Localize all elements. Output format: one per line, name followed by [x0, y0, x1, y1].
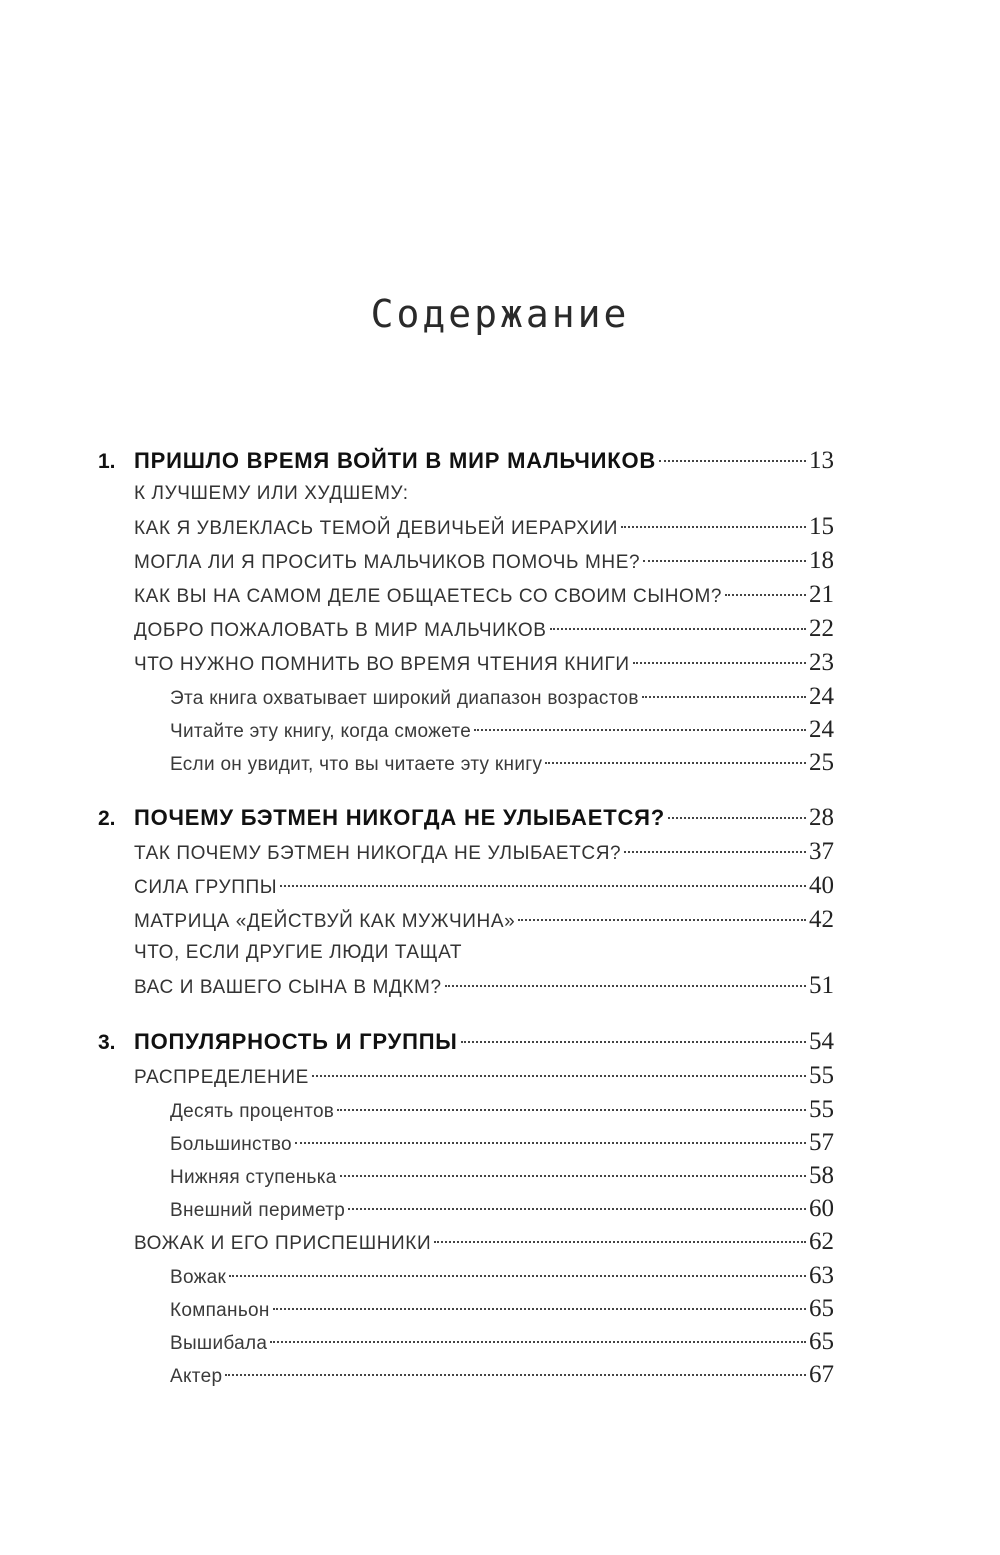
page-number: 67 [809, 1361, 834, 1388]
subsection-title: Компаньон [170, 1300, 270, 1321]
toc-entry-section[interactable] [98, 646, 834, 680]
page-number: 65 [809, 1328, 834, 1355]
toc-entry-subsection[interactable] [98, 1358, 834, 1391]
toc-entry-section[interactable] [98, 869, 834, 903]
toc-entry-section[interactable] [98, 612, 834, 646]
section-title-line-1: ЧТО, ЕСЛИ ДРУГИЕ ЛЮДИ ТАЩАТ [134, 942, 463, 963]
dot-leader [633, 662, 806, 664]
chapter-number: 3. [98, 1031, 116, 1054]
subsection-title: Десять процентов [170, 1101, 335, 1122]
toc-entry-subsection[interactable] [98, 1292, 834, 1325]
subsection-title: Эта книга охватывает широкий диапазон возрастов [170, 688, 639, 709]
page-number: 28 [809, 804, 834, 831]
toc-entry-section[interactable] [98, 903, 834, 937]
section-title: КАК ВЫ НА САМОМ ДЕЛЕ ОБЩАЕТЕСЬ СО СВОИМ СЫНОМ? [134, 586, 723, 607]
section-title: ВАС И ВАШЕГО СЫНА В МДКМ? [134, 977, 442, 998]
toc-entry-section[interactable] [98, 1225, 834, 1259]
toc-entry-subsection[interactable] [98, 680, 834, 713]
chapter-2 [98, 801, 834, 1003]
dot-leader [270, 1341, 806, 1343]
section-title: РАСПРЕДЕЛЕНИЕ [134, 1067, 309, 1088]
dot-leader [518, 919, 806, 921]
subsection-title: Большинство [170, 1134, 292, 1155]
dot-leader [643, 560, 806, 562]
subsection-title: Внешний периметр [170, 1200, 346, 1221]
dot-leader [340, 1175, 806, 1177]
page-number: 15 [809, 513, 834, 540]
section-title-line-1: К ЛУЧШЕМУ ИЛИ ХУДШЕМУ: [134, 483, 409, 504]
subsection-title: Вожак [170, 1267, 227, 1288]
dot-leader [545, 762, 806, 764]
dot-leader [725, 594, 806, 596]
dot-leader [273, 1308, 806, 1310]
toc-entry-subsection[interactable] [98, 1325, 834, 1358]
page-number: 62 [809, 1228, 834, 1255]
page-number: 24 [809, 683, 834, 710]
page-number: 18 [809, 547, 834, 574]
dot-leader [337, 1109, 806, 1111]
dot-leader [434, 1241, 806, 1243]
page-number: 55 [809, 1062, 834, 1089]
toc-entry-section[interactable] [98, 937, 834, 1003]
toc-entry-chapter[interactable] [98, 1025, 834, 1059]
toc-entry-chapter[interactable] [98, 444, 834, 478]
chapter-number: 2. [98, 807, 116, 830]
toc-entry-section[interactable] [98, 578, 834, 612]
chapter-title: ПРИШЛО ВРЕМЯ ВОЙТИ В МИР МАЛЬЧИКОВ [134, 448, 657, 473]
toc-entry-subsection[interactable] [98, 1159, 834, 1192]
toc-entry-subsection[interactable] [98, 1093, 834, 1126]
page-number: 21 [809, 581, 834, 608]
section-title: ДОБРО ПОЖАЛОВАТЬ В МИР МАЛЬЧИКОВ [134, 620, 547, 641]
page-number: 40 [809, 872, 834, 899]
dot-leader [659, 460, 806, 462]
subsection-title: Читайте эту книгу, когда сможете [170, 721, 472, 742]
dot-leader [621, 526, 806, 528]
toc-entry-subsection[interactable] [98, 1126, 834, 1159]
page-number: 60 [809, 1195, 834, 1222]
table-of-contents [98, 444, 834, 1413]
chapter-1 [98, 444, 834, 779]
dot-leader [624, 851, 806, 853]
toc-entry-section[interactable] [98, 544, 834, 578]
dot-leader [445, 985, 806, 987]
dot-leader [280, 885, 806, 887]
dot-leader [295, 1142, 806, 1144]
chapter-title: ПОПУЛЯРНОСТЬ И ГРУППЫ [134, 1029, 458, 1054]
page-number: 51 [809, 972, 834, 999]
page-number: 57 [809, 1129, 834, 1156]
section-title: МАТРИЦА «ДЕЙСТВУЙ КАК МУЖЧИНА» [134, 911, 516, 932]
toc-entry-section[interactable] [98, 1059, 834, 1093]
toc-entry-subsection[interactable] [98, 746, 834, 779]
chapter-number: 1. [98, 450, 116, 473]
page-number: 24 [809, 716, 834, 743]
section-title: МОГЛА ЛИ Я ПРОСИТЬ МАЛЬЧИКОВ ПОМОЧЬ МНЕ? [134, 552, 641, 573]
chapter-3 [98, 1025, 834, 1391]
page-number: 23 [809, 649, 834, 676]
section-title: СИЛА ГРУППЫ [134, 877, 278, 898]
page-number: 54 [809, 1028, 834, 1055]
dot-leader [474, 729, 806, 731]
toc-entry-subsection[interactable] [98, 713, 834, 746]
subsection-title: Вышибала [170, 1333, 268, 1354]
dot-leader [348, 1208, 806, 1210]
page-number: 63 [809, 1262, 834, 1289]
dot-leader [229, 1275, 806, 1277]
toc-entry-subsection[interactable] [98, 1259, 834, 1292]
section-title: ВОЖАК И ЕГО ПРИСПЕШНИКИ [134, 1233, 432, 1254]
subsection-title: Нижняя ступенька [170, 1167, 337, 1188]
toc-entry-section[interactable] [98, 478, 834, 544]
section-title: ЧТО НУЖНО ПОМНИТЬ ВО ВРЕМЯ ЧТЕНИЯ КНИГИ [134, 654, 630, 675]
page-number: 55 [809, 1096, 834, 1123]
toc-entry-subsection[interactable] [98, 1192, 834, 1225]
page-number: 25 [809, 749, 834, 776]
section-title: ТАК ПОЧЕМУ БЭТМЕН НИКОГДА НЕ УЛЫБАЕТСЯ? [134, 843, 622, 864]
dot-leader [225, 1374, 806, 1376]
toc-entry-section[interactable] [98, 835, 834, 869]
dot-leader [312, 1075, 806, 1077]
page-title: Содержание [370, 292, 630, 336]
dot-leader [550, 628, 807, 630]
dot-leader [461, 1041, 806, 1043]
page-number: 37 [809, 838, 834, 865]
subsection-title: Если он увидит, что вы читаете эту книгу [170, 754, 543, 775]
page-number: 42 [809, 906, 834, 933]
page-number: 65 [809, 1295, 834, 1322]
subsection-title: Актер [170, 1366, 223, 1387]
chapter-title: ПОЧЕМУ БЭТМЕН НИКОГДА НЕ УЛЫБАЕТСЯ? [134, 805, 665, 830]
section-title: КАК Я УВЛЕКЛАСЬ ТЕМОЙ ДЕВИЧЬЕЙ ИЕРАРХИИ [134, 518, 619, 539]
page-number: 13 [809, 447, 834, 474]
dot-leader [668, 817, 806, 819]
page-number: 22 [809, 615, 834, 642]
toc-entry-chapter[interactable] [98, 801, 834, 835]
dot-leader [642, 696, 806, 698]
page-number: 58 [809, 1162, 834, 1189]
